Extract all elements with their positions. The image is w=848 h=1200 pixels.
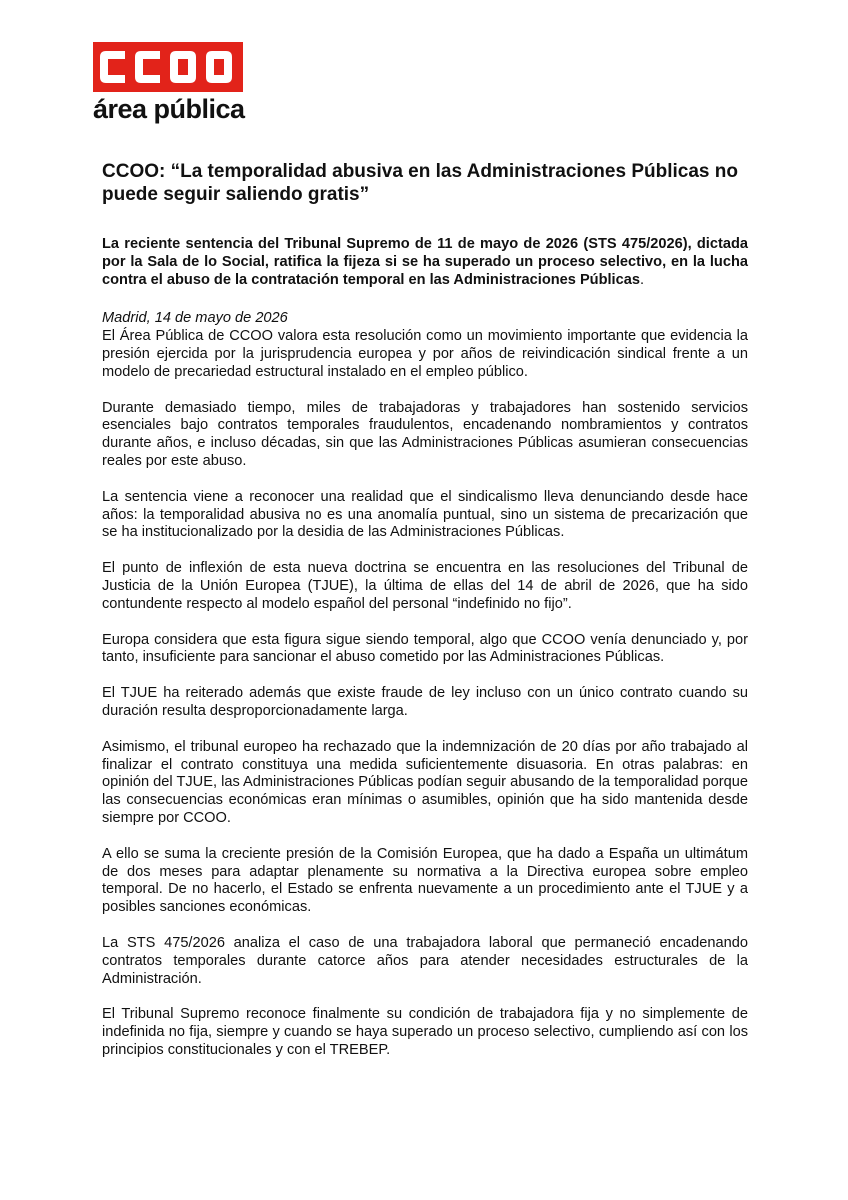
ccoo-logo-letters [97,48,239,86]
article-title: CCOO: “La temporalidad abusiva en las Administraciones Públicas no puede seguir saliendo gratis” [102,161,738,205]
paragraph-7: Asimismo, el tribunal europeo ha rechazado que la indemnización de 20 días por año trabajado al finalizar el contrato constituya una medida suficientemente disuasoria. En otras palabras: en opinión del TJUE, las Administraciones Públicas podían seguir abusando de la temporalidad porque las consecuencias económicas eran mínimas o asumibles, opinión que ha sido mantenida desde siempre por CCOO. [102,738,748,826]
logo-subtitle: área pública [93,94,245,124]
paragraph-2: Durante demasiado tiempo, miles de trabajadoras y trabajadores han sostenido servicios esenciales bajo contratos temporales fraudulentos, encadenando nombramientos y contratos durante años, e incluso décadas, sin que las Administraciones Públicas asumieran consecuencias reales por este abuso. [102,399,748,469]
paragraph-8: A ello se suma la creciente presión de la Comisión Europea, que ha dado a España un ultimátum de dos meses para adaptar plenamente su normativa a la Directiva europea sobre empleo temporal. De no hacerlo, el Estado se enfrenta nuevamente a un procedimiento ante el TJUE y a posibles sanciones económicas. [102,845,748,916]
article-lead-end: . [639,271,645,288]
ccoo-logo [93,42,253,123]
article-lead [102,236,748,289]
paragraph-5: Europa considera que esta figura sigue siendo temporal, algo que CCOO venía denunciado y, por tanto, insuficiente para sancionar el abuso cometido por las Administraciones Públicas. [102,631,748,666]
paragraph-10: El Tribunal Supremo reconoce finalmente su condición de trabajadora fija y no simplemente de indefinida no fija, siempre y cuando se haya superado un proceso selectivo, cumpliendo así con los principios constitucionales y con el TREBEP. [102,1006,748,1058]
paragraph-6: El TJUE ha reiterado además que existe fraude de ley incluso con un único contrato cuando su duración resulta desproporcionadamente larga. [102,685,748,719]
dateline: Madrid, 14 de mayo de 2026 [102,310,288,327]
press-release [102,160,748,1078]
ccoo-logo-mark [93,42,243,92]
paragraph-4: El punto de inflexión de esta nueva doctrina se encuentra en las resoluciones del Tribunal de Justicia de la Unión Europea (TJUE), la última de ellas del 14 de abril de 2026, que ha sido contundente respecto al modelo español del personal “indefinido no fijo”. [102,560,748,612]
paragraph-1: El Área Pública de CCOO valora esta resolución como un movimiento importante que evidencia la presión ejercida por la jurisprudencia europea y por años de reivindicación sindical frente a un modelo de precariedad estructural instalado en el empleo público. [102,328,748,380]
paragraph-9: La STS 475/2026 analiza el caso de una trabajadora laboral que permaneció encadenando contratos temporales durante catorce años para atender necesidades estructurales de la Administración. [102,934,748,987]
paragraph-3: La sentencia viene a reconocer una realidad que el sindicalismo lleva denunciando desde hace años: la temporalidad abusiva no es una anomalía puntual, sino un sistema de precarización que se ha institucionalizado por la desidia de las Administraciones Públicas. [102,488,748,541]
article-lead-text: La reciente sentencia del Tribunal Supremo de 11 de mayo de 2026 (STS 475/2026), dictada por la Sala de lo Social, ratifica la fijeza si se ha superado un proceso selectivo, en la lucha contra el abuso de la contratación temporal en las Administraciones Públicas [102,236,748,288]
